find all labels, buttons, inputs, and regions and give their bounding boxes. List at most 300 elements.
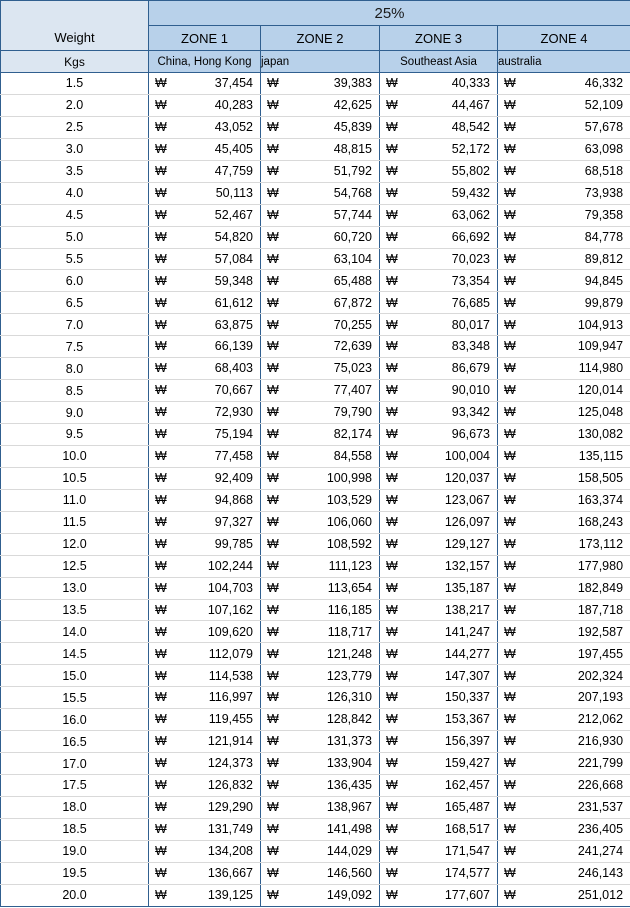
rate-cell-zone-3 [380, 555, 498, 577]
rate-cell-zone-4 [498, 577, 630, 599]
rate-cell-zone-2 [261, 94, 380, 116]
rate-cell-zone-1 [149, 796, 261, 818]
rate-value: 93,342 [451, 405, 490, 420]
rate-value: 45,839 [333, 120, 372, 135]
rate-value: 177,980 [577, 558, 624, 573]
rate-value: 102,244 [207, 558, 253, 573]
rate-cell-zone-1 [149, 489, 261, 511]
weight-cell: 13.0 [1, 577, 149, 599]
rate-value: 120,037 [444, 471, 490, 486]
won-currency-icon: ₩ [504, 98, 516, 113]
rate-value: 100,004 [444, 449, 490, 464]
rate-value: 138,967 [326, 800, 372, 815]
rate-cell-zone-4 [498, 73, 630, 95]
weight-cell: 17.5 [1, 775, 149, 797]
rate-value: 132,157 [444, 558, 490, 573]
won-currency-icon: ₩ [504, 844, 516, 859]
table-row [1, 731, 630, 753]
rate-value: 114,538 [208, 668, 253, 683]
rate-value: 168,517 [444, 822, 490, 837]
rate-value: 118,717 [327, 624, 372, 639]
rate-cell-zone-2 [261, 643, 380, 665]
rate-value: 126,097 [444, 514, 490, 529]
won-currency-icon: ₩ [267, 558, 279, 573]
won-currency-icon: ₩ [386, 427, 398, 442]
weight-cell: 9.5 [1, 424, 149, 446]
rate-cell-zone-4 [498, 775, 630, 797]
rate-value: 162,457 [444, 778, 490, 793]
weight-cell: 19.5 [1, 862, 149, 884]
rate-cell-zone-2 [261, 840, 380, 862]
won-currency-icon: ₩ [155, 646, 167, 661]
won-currency-icon: ₩ [386, 295, 398, 310]
rate-cell-zone-4 [498, 226, 630, 248]
rate-value: 147,307 [444, 668, 490, 683]
table-row [1, 796, 630, 818]
won-currency-icon: ₩ [155, 207, 167, 222]
won-currency-icon: ₩ [386, 229, 398, 244]
won-currency-icon: ₩ [155, 185, 167, 200]
rate-value: 128,842 [326, 712, 372, 727]
won-currency-icon: ₩ [267, 602, 279, 617]
won-currency-icon: ₩ [504, 251, 516, 266]
rate-cell-zone-4 [498, 380, 630, 402]
table-row [1, 204, 630, 226]
won-currency-icon: ₩ [504, 734, 516, 749]
won-currency-icon: ₩ [504, 624, 516, 639]
won-currency-icon: ₩ [267, 163, 279, 178]
rate-cell-zone-1 [149, 709, 261, 731]
won-currency-icon: ₩ [504, 427, 516, 442]
rate-cell-zone-4 [498, 116, 630, 138]
weight-cell: 2.5 [1, 116, 149, 138]
rate-value: 163,374 [577, 493, 624, 508]
won-currency-icon: ₩ [504, 756, 516, 771]
rate-value: 84,778 [584, 229, 624, 244]
rate-cell-zone-2 [261, 445, 380, 467]
rate-value: 42,625 [333, 98, 372, 113]
won-currency-icon: ₩ [155, 339, 167, 354]
rate-value: 82,174 [333, 427, 372, 442]
rate-cell-zone-2 [261, 709, 380, 731]
rate-value: 63,098 [584, 142, 624, 157]
rate-cell-zone-4 [498, 665, 630, 687]
table-row [1, 643, 630, 665]
rate-cell-zone-3 [380, 467, 498, 489]
table-row [1, 424, 630, 446]
rate-cell-zone-4 [498, 687, 630, 709]
won-currency-icon: ₩ [386, 449, 398, 464]
rate-value: 37,454 [214, 76, 253, 91]
rate-cell-zone-1 [149, 753, 261, 775]
won-currency-icon: ₩ [386, 734, 398, 749]
rate-value: 226,668 [577, 778, 624, 793]
rate-value: 104,703 [207, 580, 253, 595]
rate-value: 139,125 [207, 887, 253, 902]
rate-cell-zone-3 [380, 116, 498, 138]
rate-cell-zone-2 [261, 467, 380, 489]
rate-value: 113,654 [327, 580, 372, 595]
rate-value: 104,913 [577, 317, 624, 332]
rate-cell-zone-3 [380, 884, 498, 906]
rate-cell-zone-2 [261, 818, 380, 840]
rate-value: 108,592 [326, 536, 372, 551]
won-currency-icon: ₩ [386, 844, 398, 859]
rate-value: 44,467 [451, 98, 490, 113]
rate-value: 141,247 [444, 624, 490, 639]
table-row [1, 709, 630, 731]
rate-cell-zone-2 [261, 292, 380, 314]
won-currency-icon: ₩ [504, 449, 516, 464]
weight-cell: 4.5 [1, 204, 149, 226]
rate-value: 77,407 [333, 383, 372, 398]
won-currency-icon: ₩ [267, 142, 279, 157]
won-currency-icon: ₩ [504, 471, 516, 486]
won-currency-icon: ₩ [504, 514, 516, 529]
weight-cell: 3.0 [1, 138, 149, 160]
rate-value: 97,327 [214, 514, 253, 529]
won-currency-icon: ₩ [155, 514, 167, 529]
rate-value: 207,193 [577, 690, 624, 705]
won-currency-icon: ₩ [504, 383, 516, 398]
rate-cell-zone-4 [498, 731, 630, 753]
rate-cell-zone-1 [149, 577, 261, 599]
rate-cell-zone-3 [380, 204, 498, 226]
zone-header-row [1, 26, 630, 51]
won-currency-icon: ₩ [386, 668, 398, 683]
rate-value: 48,815 [333, 142, 372, 157]
table-row [1, 555, 630, 577]
won-currency-icon: ₩ [155, 471, 167, 486]
won-currency-icon: ₩ [504, 339, 516, 354]
won-currency-icon: ₩ [267, 668, 279, 683]
weight-cell: 1.5 [1, 73, 149, 95]
rate-cell-zone-2 [261, 665, 380, 687]
rate-cell-zone-4 [498, 489, 630, 511]
weight-cell: 4.0 [1, 182, 149, 204]
won-currency-icon: ₩ [267, 493, 279, 508]
rate-cell-zone-4 [498, 511, 630, 533]
rate-value: 76,685 [451, 295, 490, 310]
won-currency-icon: ₩ [504, 493, 516, 508]
rate-cell-zone-3 [380, 402, 498, 424]
rate-value: 59,348 [214, 273, 253, 288]
rate-value: 236,405 [577, 822, 624, 837]
rate-cell-zone-4 [498, 621, 630, 643]
table-row [1, 577, 630, 599]
rate-value: 80,017 [451, 317, 490, 332]
won-currency-icon: ₩ [267, 580, 279, 595]
region-header-1: China, Hong Kong [149, 51, 261, 73]
rate-value: 192,587 [577, 624, 624, 639]
won-currency-icon: ₩ [267, 800, 279, 815]
table-row [1, 818, 630, 840]
rate-value: 89,812 [584, 251, 624, 266]
table-header [1, 1, 630, 73]
rate-cell-zone-2 [261, 182, 380, 204]
rate-cell-zone-3 [380, 226, 498, 248]
weight-cell: 12.5 [1, 555, 149, 577]
rate-value: 67,872 [333, 295, 372, 310]
won-currency-icon: ₩ [386, 690, 398, 705]
rate-value: 84,558 [333, 449, 372, 464]
region-header-4: australia [498, 51, 630, 73]
rate-value: 131,373 [326, 734, 372, 749]
weight-cell: 6.5 [1, 292, 149, 314]
won-currency-icon: ₩ [267, 339, 279, 354]
region-header-2: japan [261, 51, 380, 73]
rate-cell-zone-1 [149, 292, 261, 314]
won-currency-icon: ₩ [267, 712, 279, 727]
weight-cell: 6.0 [1, 270, 149, 292]
rate-value: 68,518 [584, 163, 624, 178]
won-currency-icon: ₩ [504, 668, 516, 683]
rate-value: 146,560 [326, 865, 372, 880]
table-row [1, 73, 630, 95]
won-currency-icon: ₩ [155, 756, 167, 771]
won-currency-icon: ₩ [267, 317, 279, 332]
won-currency-icon: ₩ [386, 98, 398, 113]
won-currency-icon: ₩ [386, 624, 398, 639]
rate-cell-zone-1 [149, 226, 261, 248]
rate-cell-zone-1 [149, 840, 261, 862]
rate-value: 107,162 [207, 602, 253, 617]
rate-value: 119,455 [208, 712, 253, 727]
rate-value: 52,467 [214, 207, 253, 222]
table-row [1, 402, 630, 424]
won-currency-icon: ₩ [386, 273, 398, 288]
rate-value: 138,217 [444, 602, 490, 617]
rate-value: 70,023 [451, 251, 490, 266]
rate-value: 52,109 [584, 98, 624, 113]
rate-cell-zone-2 [261, 489, 380, 511]
table-row [1, 467, 630, 489]
won-currency-icon: ₩ [267, 778, 279, 793]
rate-cell-zone-3 [380, 665, 498, 687]
won-currency-icon: ₩ [155, 229, 167, 244]
rate-cell-zone-1 [149, 555, 261, 577]
won-currency-icon: ₩ [267, 844, 279, 859]
won-currency-icon: ₩ [386, 163, 398, 178]
rate-value: 126,310 [326, 690, 372, 705]
table-row [1, 687, 630, 709]
rate-cell-zone-2 [261, 204, 380, 226]
rate-cell-zone-3 [380, 73, 498, 95]
rate-value: 156,397 [444, 734, 490, 749]
rate-cell-zone-2 [261, 862, 380, 884]
rate-cell-zone-3 [380, 380, 498, 402]
region-header-3: Southeast Asia [380, 51, 498, 73]
weight-cell: 3.5 [1, 160, 149, 182]
rate-value: 55,802 [451, 163, 490, 178]
won-currency-icon: ₩ [386, 339, 398, 354]
rate-value: 79,358 [584, 207, 624, 222]
rate-cell-zone-4 [498, 753, 630, 775]
weight-cell: 17.0 [1, 753, 149, 775]
rate-cell-zone-3 [380, 577, 498, 599]
won-currency-icon: ₩ [386, 514, 398, 529]
rate-value: 40,283 [214, 98, 253, 113]
weight-cell: 7.5 [1, 336, 149, 358]
rate-value: 109,620 [207, 624, 253, 639]
rate-cell-zone-3 [380, 709, 498, 731]
weight-cell: 20.0 [1, 884, 149, 906]
won-currency-icon: ₩ [504, 142, 516, 157]
weight-cell: 18.0 [1, 796, 149, 818]
won-currency-icon: ₩ [386, 865, 398, 880]
rate-cell-zone-4 [498, 358, 630, 380]
rate-value: 90,010 [451, 383, 490, 398]
rate-value: 72,639 [333, 339, 372, 354]
won-currency-icon: ₩ [155, 690, 167, 705]
weight-cell: 14.5 [1, 643, 149, 665]
table-row [1, 599, 630, 621]
rate-cell-zone-2 [261, 160, 380, 182]
rate-cell-zone-3 [380, 489, 498, 511]
won-currency-icon: ₩ [386, 602, 398, 617]
won-currency-icon: ₩ [386, 120, 398, 135]
rate-value: 150,337 [444, 690, 490, 705]
won-currency-icon: ₩ [504, 800, 516, 815]
rate-cell-zone-4 [498, 643, 630, 665]
won-currency-icon: ₩ [267, 449, 279, 464]
rate-cell-zone-2 [261, 226, 380, 248]
rate-cell-zone-4 [498, 402, 630, 424]
rate-value: 241,274 [577, 844, 624, 859]
won-currency-icon: ₩ [267, 251, 279, 266]
rate-value: 48,542 [451, 120, 490, 135]
rate-value: 47,759 [214, 163, 253, 178]
won-currency-icon: ₩ [155, 865, 167, 880]
won-currency-icon: ₩ [504, 646, 516, 661]
won-currency-icon: ₩ [504, 580, 516, 595]
rate-cell-zone-3 [380, 511, 498, 533]
rate-value: 103,529 [326, 493, 372, 508]
table-row [1, 160, 630, 182]
won-currency-icon: ₩ [504, 273, 516, 288]
rate-cell-zone-2 [261, 796, 380, 818]
rate-cell-zone-2 [261, 73, 380, 95]
won-currency-icon: ₩ [386, 712, 398, 727]
won-currency-icon: ₩ [267, 98, 279, 113]
rate-value: 61,612 [214, 295, 253, 310]
won-currency-icon: ₩ [267, 865, 279, 880]
rate-cell-zone-1 [149, 336, 261, 358]
rate-value: 70,667 [214, 383, 253, 398]
won-currency-icon: ₩ [504, 405, 516, 420]
rate-value: 212,062 [577, 712, 624, 727]
rate-cell-zone-4 [498, 336, 630, 358]
weight-cell: 5.5 [1, 248, 149, 270]
rate-value: 136,667 [207, 865, 253, 880]
won-currency-icon: ₩ [386, 361, 398, 376]
rate-cell-zone-1 [149, 248, 261, 270]
rate-cell-zone-1 [149, 533, 261, 555]
rate-value: 59,432 [451, 185, 490, 200]
rate-value: 124,373 [207, 756, 253, 771]
won-currency-icon: ₩ [267, 756, 279, 771]
won-currency-icon: ₩ [504, 887, 516, 902]
won-currency-icon: ₩ [386, 207, 398, 222]
rate-value: 54,820 [214, 229, 253, 244]
units-header: Kgs [1, 51, 149, 73]
won-currency-icon: ₩ [504, 317, 516, 332]
rate-cell-zone-1 [149, 621, 261, 643]
rate-cell-zone-2 [261, 621, 380, 643]
rate-value: 83,348 [451, 339, 490, 354]
rate-cell-zone-3 [380, 818, 498, 840]
won-currency-icon: ₩ [504, 602, 516, 617]
rate-cell-zone-2 [261, 599, 380, 621]
rate-value: 221,799 [577, 756, 624, 771]
won-currency-icon: ₩ [504, 536, 516, 551]
rate-value: 72,930 [214, 405, 253, 420]
percent-title: 25% [149, 1, 630, 26]
rate-value: 65,488 [333, 273, 372, 288]
rate-value: 168,243 [577, 514, 624, 529]
won-currency-icon: ₩ [504, 361, 516, 376]
rate-cell-zone-4 [498, 533, 630, 555]
rate-value: 141,498 [326, 822, 372, 837]
rate-value: 86,679 [451, 361, 490, 376]
rate-cell-zone-1 [149, 182, 261, 204]
won-currency-icon: ₩ [155, 251, 167, 266]
rate-value: 52,172 [451, 142, 490, 157]
won-currency-icon: ₩ [155, 142, 167, 157]
rate-cell-zone-1 [149, 775, 261, 797]
rate-value: 92,409 [214, 471, 253, 486]
won-currency-icon: ₩ [155, 361, 167, 376]
region-header-row [1, 51, 630, 73]
rate-value: 165,487 [444, 800, 490, 815]
rate-value: 125,048 [577, 405, 624, 420]
weight-cell: 12.0 [1, 533, 149, 555]
won-currency-icon: ₩ [267, 207, 279, 222]
rate-value: 136,435 [326, 778, 372, 793]
rate-cell-zone-2 [261, 248, 380, 270]
won-currency-icon: ₩ [386, 493, 398, 508]
zone-header-4: ZONE 4 [498, 26, 630, 51]
rate-value: 50,113 [215, 185, 253, 200]
rate-cell-zone-3 [380, 445, 498, 467]
rate-cell-zone-3 [380, 94, 498, 116]
rate-value: 120,014 [577, 383, 624, 398]
rate-cell-zone-1 [149, 731, 261, 753]
rate-value: 106,060 [326, 514, 372, 529]
table-row [1, 621, 630, 643]
rate-cell-zone-2 [261, 753, 380, 775]
won-currency-icon: ₩ [386, 251, 398, 266]
rate-value: 174,577 [444, 865, 490, 880]
won-currency-icon: ₩ [155, 427, 167, 442]
rate-cell-zone-3 [380, 138, 498, 160]
rate-value: 99,879 [584, 295, 624, 310]
rate-cell-zone-4 [498, 840, 630, 862]
weight-cell: 10.5 [1, 467, 149, 489]
won-currency-icon: ₩ [267, 887, 279, 902]
rate-value: 70,255 [333, 317, 372, 332]
rate-value: 57,084 [214, 251, 253, 266]
rate-value: 121,914 [207, 734, 253, 749]
rate-cell-zone-3 [380, 599, 498, 621]
rate-value: 75,194 [214, 427, 253, 442]
rate-value: 129,127 [444, 536, 490, 551]
rate-cell-zone-4 [498, 182, 630, 204]
won-currency-icon: ₩ [155, 76, 167, 91]
rate-value: 187,718 [577, 602, 624, 617]
table-row [1, 138, 630, 160]
rate-value: 111,123 [328, 558, 372, 573]
